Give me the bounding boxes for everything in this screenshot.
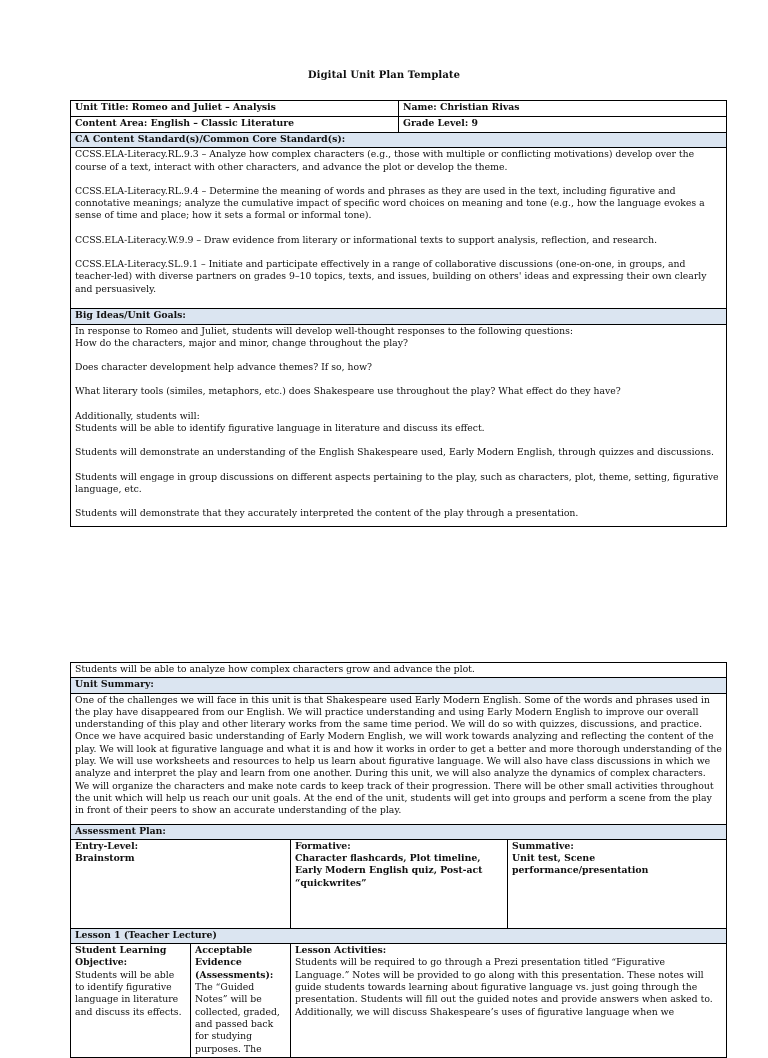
evidence-label: Acceptable Evidence (Assessments): xyxy=(195,945,274,981)
lesson-1-heading: Lesson 1 (Teacher Lecture) xyxy=(71,928,727,943)
summary-text: One of the challenges we will face in this unit is that Shakespeare used Early Modern English. Some of the words and phrases used in the play have disappeared from our English. We will practice understanding and using Early Modern English to improve our overall understanding of this play and other literary works from the same time period. We will do so with quizzes, discussions, and practice. Once we have acquired basic understanding of Early Modern English, we will work towards analyzing and reflecting the content of the play. We will look at figurative language and what it is and how it works in order to get a better and more thorough understanding of the play. We will use worksheets and resources to help us learn about figurative language. We will also have class discussions in which we analyze and interpret the play and learn from one another. During this unit, we will also analyze the dynamics of complex characters. We will organize the characters and make note cards to keep track of their progression. There will be other small activities throughout the unit which will help us reach our unit goals. At the end of the unit, students will get into groups and perform a scene from the play in front of their peers to show an accurate understanding of the play. xyxy=(71,693,727,824)
lesson-evidence-cell xyxy=(191,944,291,1058)
assessment-entry-cell xyxy=(71,839,291,928)
unit-plan-table-bottom xyxy=(70,662,727,1058)
goal-1: Students will be able to identify figurative language in literature and discuss its effect. xyxy=(75,423,485,435)
unit-title-cell: Unit Title: Romeo and Juliet – Analysis xyxy=(71,101,399,117)
summative-value: Unit test, Scene performance/presentation xyxy=(512,853,649,877)
goals-intro: In response to Romeo and Juliet, students will develop well-thought responses to the following questions: xyxy=(75,325,574,337)
standard-sl-9-1: CCSS.ELA-Literacy.SL.9.1 – Initiate and participate effectively in a range of collaborative discussions (one-on-one, in groups, and teacher-led) with diverse partners on grades 9–10 topics, texts, and issues, building on others' ideas and expressing their own clearly and persuasively. xyxy=(75,259,707,295)
summative-label: Summative: xyxy=(512,840,574,852)
assessment-summative-cell xyxy=(508,839,727,928)
unit-plan-table-top xyxy=(70,100,727,527)
goals-heading: Big Ideas/Unit Goals: xyxy=(71,309,727,324)
content-area-cell: Content Area: English – Classic Literature xyxy=(71,117,399,133)
assessment-heading: Assessment Plan: xyxy=(71,824,727,839)
goal-question-1: How do the characters, major and minor, change throughout the play? xyxy=(75,337,408,349)
standard-w-9-9: CCSS.ELA-Literacy.W.9.9 – Draw evidence from literary or informational texts to support analysis, reflection, and research. xyxy=(75,234,658,246)
entry-level-value: Brainstorm xyxy=(75,853,135,865)
entry-level-label: Entry-Level: xyxy=(75,840,139,852)
goals-additionally: Additionally, students will: xyxy=(75,410,200,422)
document-title: Digital Unit Plan Template xyxy=(307,70,461,81)
evidence-text: The “Guided Notes” will be collected, graded, and passed back for studying purposes. The xyxy=(195,982,280,1055)
activities-label: Lesson Activities: xyxy=(295,945,387,957)
grade-level-cell: Grade Level: 9 xyxy=(399,117,727,133)
goal-question-2: Does character development help advance themes? If so, how? xyxy=(75,362,373,374)
goal-2: Students will demonstrate an understanding of the English Shakespeare used, Early Modern English, through quizzes and discussions. xyxy=(75,447,714,459)
goal-3: Students will engage in group discussions on different aspects pertaining to the play, such as characters, plot, theme, setting, figurative language, etc. xyxy=(75,471,719,495)
goals-cell xyxy=(71,324,727,526)
objective-text: Students will be able to identify figurative language in literature and discuss its effects. xyxy=(75,969,182,1018)
standard-rl-9-4: CCSS.ELA-Literacy.RL.9.4 – Determine the meaning of words and phrases as they are used in the text, including figurative and connotative meanings; analyze the cumulative impact of specific word choices on meaning and tone (e.g., how the language evokes a sense of time and place; how it sets a formal or informal tone). xyxy=(75,185,705,222)
formative-value: Character flashcards, Plot timeline, Early Modern English quiz, Post-act “quickwrites” xyxy=(295,853,483,889)
goal-question-3: What literary tools (similes, metaphors, etc.) does Shakespeare use throughout the play? What effect do they have? xyxy=(75,386,621,398)
lesson-objective-cell xyxy=(71,944,191,1058)
standard-rl-9-3: CCSS.ELA-Literacy.RL.9.3 – Analyze how complex characters (e.g., those with multiple or conflicting motivations) develop over the course of a text, interact with other characters, and advance the plot or develop the theme. xyxy=(75,149,695,173)
goal-5-cell: Students will be able to analyze how complex characters grow and advance the plot. xyxy=(71,663,727,678)
lesson-activities-cell xyxy=(291,944,727,1058)
formative-label: Formative: xyxy=(295,840,351,852)
standards-cell xyxy=(71,148,727,309)
objective-label: Student Learning Objective: xyxy=(75,945,167,969)
assessment-formative-cell xyxy=(291,839,508,928)
summary-heading: Unit Summary: xyxy=(71,678,727,693)
activities-text: Students will be required to go through a Prezi presentation titled “Figurative Language.” Notes will be provided to go along with this presentation. These notes will guide students towards learning about figurative language vs. just going through the presentation. Students will fill out the guided notes and provide answers when asked to. Additionally, we will discuss Shakespeare’s uses of figurative language when we xyxy=(295,957,713,1018)
teacher-name-cell: Name: Christian Rivas xyxy=(399,101,727,117)
standards-heading: CA Content Standard(s)/Common Core Standard(s): xyxy=(71,133,727,148)
goal-4: Students will demonstrate that they accurately interpreted the content of the play through a presentation. xyxy=(75,508,579,520)
